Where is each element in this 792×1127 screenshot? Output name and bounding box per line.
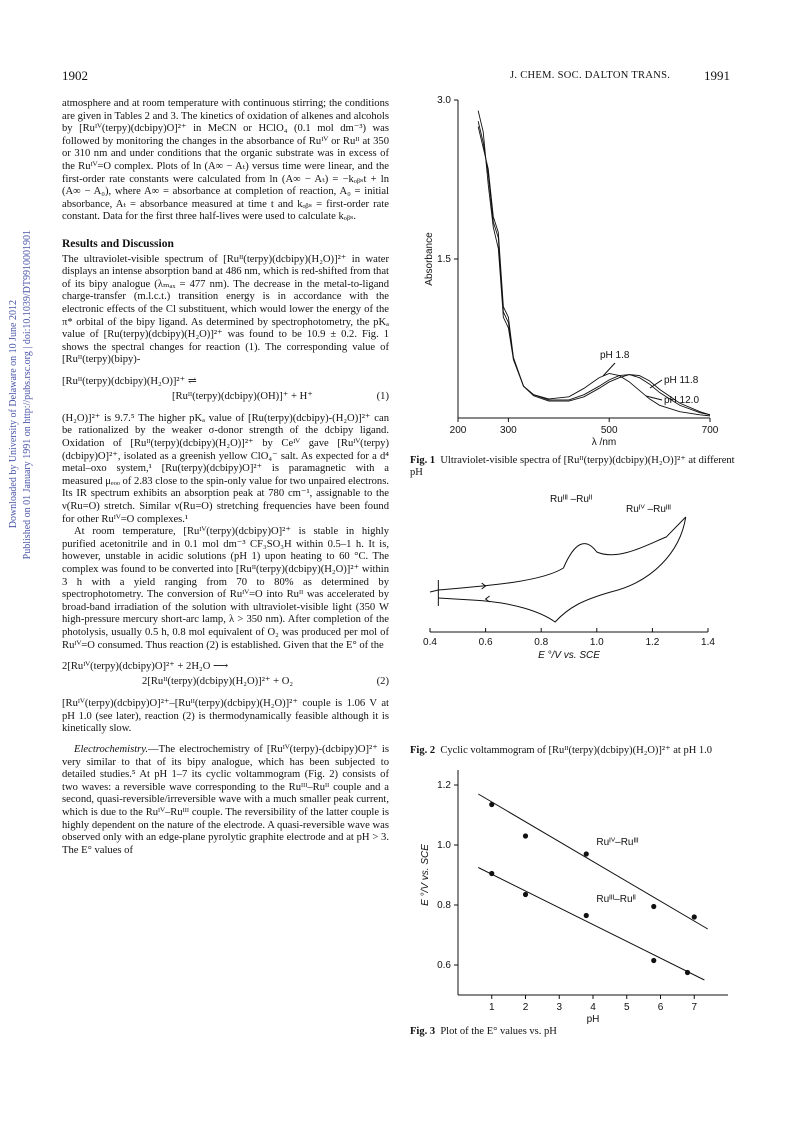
paragraph: [Ruᴵⱽ(terpy)(dcbipy)O]²⁺–[Ruᴵᴵ(terpy)(dcbipy)(H₂O)]²⁺ couple is 1.06 V at pH 1.0 (see later), reaction (2) is thermodynamically feasible although it is kinetically slow. xyxy=(62,698,389,735)
equation-2-right: 2[Ruᴵᴵ(terpy)(dcbipy)(H₂O)]²⁺ + O₂ xyxy=(142,676,294,688)
x-tick-label: 6 xyxy=(657,1002,664,1013)
data-point xyxy=(489,871,494,876)
data-point xyxy=(651,904,656,909)
x-tick-label: 500 xyxy=(600,425,618,436)
series-line-3 xyxy=(478,127,710,415)
wave-label-2: Ruᴵⱽ –Ruᴵᴵᴵ xyxy=(626,504,671,515)
x-axis-label: pH xyxy=(586,1014,600,1025)
figure-2-voltammogram xyxy=(410,482,740,661)
subsection-heading: Electrochemistry. xyxy=(74,743,149,755)
x-tick-label: 7 xyxy=(691,1002,698,1013)
figure-1-caption-text: Ultraviolet-visible spectra of [Ruᴵᴵ(terpy)(dcbipy)(H₂O)]²⁺ at different pH xyxy=(410,455,735,478)
data-point xyxy=(523,833,528,838)
paragraph xyxy=(62,744,389,857)
figure-3-caption xyxy=(410,1026,735,1038)
series-label-upper: Ruᴵⱽ–Ruᴵᴵᴵ xyxy=(596,837,639,848)
y-tick-label: 1.0 xyxy=(437,840,451,851)
y-tick-label: 0.8 xyxy=(437,900,451,911)
x-tick-label: 4 xyxy=(590,1002,596,1013)
figure-2-caption-text: Cyclic voltammogram of [Ruᴵᴵ(terpy)(dcbipy)(H₂O)]²⁺ at pH 1.0 xyxy=(440,745,713,756)
x-tick-label: 3 xyxy=(556,1002,563,1013)
y-tick-label: 3.0 xyxy=(437,95,451,106)
figure-1-caption-label: Fig. 1 xyxy=(410,455,436,466)
equation-2-number: (2) xyxy=(376,676,389,688)
data-point xyxy=(651,958,656,963)
y-tick-label: 1.5 xyxy=(437,254,451,265)
equation-2-left: 2[Ruᴵⱽ(terpy)(dcbipy)O]²⁺ + 2H₂O ⟶ xyxy=(62,661,229,673)
paragraph: The ultraviolet-visible spectrum of [Ruᴵᴵ(terpy)(dcbipy)(H₂O)]²⁺ in water displays an intense absorption band at 486 nm, which is red-shifted from that of its bipy analogue (λₘₐₓ = 477 nm). The decrease in the metal-to-ligand charge-transfer (m.l.c.t.) transition energy is in accordance with the electronic effects of the Cl substituent, which would lower the energy of the π* orbital of the bipy ligand. As determined by spectrophotometry, the pKₐ value of [Ru(terpy)(dcbipy)(H₂O)]²⁺ was found to be 10.9 ± 0.2. Fig. 1 shows the spectral changes for reaction (1). The corresponding value of [Ruᴵᴵ(terpy)(bipy)- xyxy=(62,253,389,366)
x-tick-label: 2 xyxy=(522,1002,529,1013)
series-label-3: pH 12.0 xyxy=(664,395,700,406)
section-heading: Results and Discussion xyxy=(62,237,174,250)
figure-1-caption xyxy=(410,455,735,479)
fit-line-1 xyxy=(478,794,708,929)
journal-year: 1991 xyxy=(704,68,730,83)
x-axis-label: E °/V vs. SCE xyxy=(538,650,600,661)
series-line-2 xyxy=(478,121,710,415)
paragraph: atmosphere and at room temperature with continuous stirring; the conditions are given in Tables 2 and 3. The kinetics of oxidation of alkenes and alcohols by [Ruᴵⱽ(terpy)(dcbipy)O]²⁺ in MeCN or HClO₄ (0.1 mol dm⁻³) was followed by monitoring the changes in the absorbance of Ruᴵⱽ or Ruᴵᴵ at 350 or 310 nm and under conditions that the organic substrate was in excess of the Ruᴵⱽ=O complex. Plots of ln (A∞ − Aₜ) versus time were linear, and the first-order rate constants were calculated from ln (A∞ − Aₜ) = −kₒᵦₛt + ln (A∞ − A₀), where A∞ = absorbance at completion of reaction, A₀ = initial absorbance, Aₜ = absorbance measured at time t and kₒᵦₛ = first-order rate constant. Data for the first three half-lives were used to calculate kₒᵦₛ. xyxy=(62,98,389,223)
x-tick-label: 1 xyxy=(488,1002,495,1013)
equation-1-number: (1) xyxy=(376,390,389,402)
y-axis-label: Absorbance xyxy=(424,232,435,286)
paragraph: (H₂O)]²⁺ is 9.7.⁵ The higher pKₐ value of [Ru(terpy)(dcbipy)-(H₂O)]²⁺ can be rationalized by the weaker σ-donor strength of the dcbipy ligand. Oxidation of [Ruᴵᴵ(terpy)(dcbipy)(H₂O)]²⁺ by Ceᴵⱽ gave [Ruᴵⱽ(terpy)(dcbipy)O]²⁺, isolated as a greenish yellow ClO₄⁻ salt. As expected for a d⁴ metal–oxo system,¹ [Ru(terpy)(dcbipy)O]²⁺ is paramagnetic with a measured μₑₒₒ of 2.83 close to the spin-only value for two unpaired electrons. Its IR spectrum exhibits an absorption peak at 780 cm⁻¹, assignable to the ν(Ru=O) stretch. Similar ν(Ru=O) stretching frequencies have been found for other Ruᴵⱽ=O complexes.¹ xyxy=(62,412,389,525)
figure-2-caption xyxy=(410,745,735,757)
series-label-2: pH 11.8 xyxy=(664,375,699,386)
wave-label-1: Ruᴵᴵᴵ –Ruᴵᴵ xyxy=(550,494,593,505)
equation-1-left: [Ruᴵᴵ(terpy)(dcbipy)(H₂O)]²⁺ ⇌ xyxy=(62,375,197,387)
figure-3-scatter-chart xyxy=(410,760,740,1040)
x-tick-label: 5 xyxy=(623,1002,630,1013)
series-line-1 xyxy=(478,111,710,416)
x-tick-label: 0.6 xyxy=(478,637,493,648)
x-tick-label: 300 xyxy=(500,425,517,436)
series-label-1: pH 1.8 xyxy=(600,350,630,361)
figure-3-caption-label: Fig. 3 xyxy=(410,1026,436,1037)
paragraph: At room temperature, [Ruᴵⱽ(terpy)(dcbipy)O]²⁺ is stable in highly purified acetonitrile and in 0.1 mol dm⁻³ CF₃SO₃H within 0.5–1 h. It is, however, unstable in acidic solutions (pH 1) upon heating to 60 °C. The complex was found to be converted into [Ruᴵᴵ(terpy)(dcbipy)(H₂O)]²⁺ within 3 h with a yield ranging from 70 to 80% as determined by spectrophotometry. The conversion of Ruᴵⱽ=O into Ruᴵᴵ was accelerated by broad-band irradiation of the solution with ultraviolet-visible light (350 W high-pressure mercury short-arc lamp, λ > 350 nm). After completion of the photolysis, usually 0.5 h, 0.8 mol equivalent of O₂ was produced per mol of Ruᴵⱽ=O consumed. Thus reaction (2) is established. Given that the E° of the xyxy=(62,526,389,651)
data-point xyxy=(685,970,690,975)
left-column xyxy=(62,98,389,857)
x-tick-label: 1.4 xyxy=(701,637,715,648)
x-tick-label: 0.8 xyxy=(534,637,549,648)
equation-2 xyxy=(62,659,389,689)
equation-1-right: [Ruᴵᴵ(terpy)(dcbipy)(OH)]⁺ + H⁺ xyxy=(172,390,313,402)
doi-note[interactable]: Published on 01 January 1991 on http://pubs.rsc.org | doi:10.1039/DT9910001901 xyxy=(22,230,33,560)
journal-name: J. CHEM. SOC. DALTON TRANS. xyxy=(510,70,671,81)
x-axis-label: λ /nm xyxy=(591,437,617,448)
cv-forward-sweep xyxy=(430,517,686,592)
x-tick-label: 0.4 xyxy=(423,637,437,648)
data-point xyxy=(489,802,494,807)
x-tick-label: 1.2 xyxy=(645,637,660,648)
paragraph-text: —The electrochemistry of [Ruᴵⱽ(terpy)-(dcbipy)O]²⁺ is very similar to that of its bipy analogue, which has been subjected to detailed studies.⁵ At pH 1–7 its cyclic voltammogram (Fig. 2) consists of two waves: a reversible wave corresponding to the Ruᴵᴵᴵ–Ruᴵᴵ couple and a second, quasi-reversible/irreversible wave with a much smaller peak current, which is due to the Ruᴵⱽ–Ruᴵᴵᴵ couple. The reversibility of the latter couple is highly dependent on the nature of the electrode. A quasi-reversible wave was observed only with an edge-plane pyrolytic graphite electrode and at pH > 3. The E° values of xyxy=(62,743,389,856)
series-label-lower: Ruᴵᴵᴵ–Ruᴵᴵ xyxy=(596,894,636,905)
x-tick-label: 700 xyxy=(701,425,719,436)
x-tick-label: 1.0 xyxy=(589,637,604,648)
fit-line-2 xyxy=(478,868,704,981)
page-number: 1902 xyxy=(62,68,88,83)
equation-1 xyxy=(62,374,389,404)
figure-3-caption-text: Plot of the E° values vs. pH xyxy=(440,1026,557,1037)
download-note[interactable]: Downloaded by University of Delaware on 10 June 2012 xyxy=(8,300,19,529)
y-tick-label: 0.6 xyxy=(437,960,451,971)
data-point xyxy=(523,892,528,897)
y-axis-label: E °/V vs. SCE xyxy=(420,844,431,906)
data-point xyxy=(692,914,697,919)
data-point xyxy=(584,913,589,918)
figure-1-uv-vis-chart xyxy=(410,88,740,448)
figure-2-caption-label: Fig. 2 xyxy=(410,745,436,756)
y-tick-label: 1.2 xyxy=(437,780,451,791)
x-tick-label: 200 xyxy=(449,425,467,436)
data-point xyxy=(584,851,589,856)
cv-reverse-sweep xyxy=(438,517,685,622)
